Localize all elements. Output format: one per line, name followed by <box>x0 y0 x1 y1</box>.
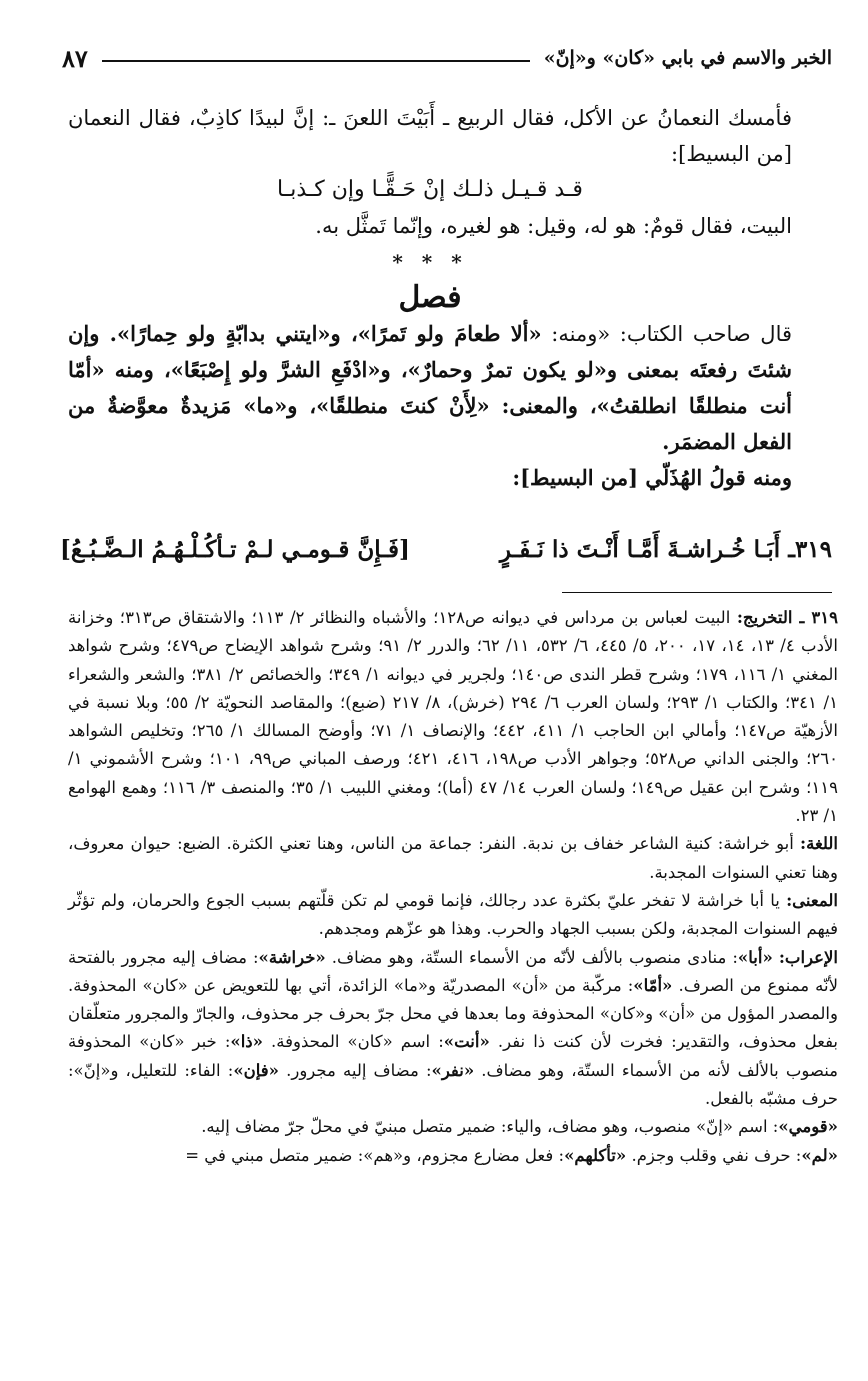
note-text: البيت لعباس بن مرداس في ديوانه ص١٢٨؛ والأشباه والنظائر ٢/ ١١٣؛ والاشتقاق ص٣١٣؛ وخزانة الأدب ٤/ ١٣، ١٤، ١٧، ٢٠٠، ٥/ ٤٤٥، ٦/ ٥٣٢، ١١/ ٦٢؛ والدرر ٢/ ٩١؛ وشرح شواهد الإيضاح ص٤٧٩؛ وشرح شواهد المغني ١/ ١١٦، ١٧٩؛ وشرح قطر الندى ص١٤٠؛ ولجرير في ديوانه ١/ ٣٤٩؛ والخصائص ٢/ ٣٨١؛ والشعر والشعراء ١/ ٣٤١؛ والكتاب ١/ ٢٩٣؛ ولسان العرب ٦/ ٢٩٤ (خرش)، ٨/ ٢١٧ (ضبع)؛ والمقاصد النحويّة ٢/ ٥٥؛ وبلا نسبة في الأزهيّة ص١٤٧؛ وأمالي ابن الحاجب ١/ ٤١١، ٤٤٢؛ والإنصاف ١/ ٧١؛ وأوضح المسالك ١/ ٢٦٥؛ وتخليص الشواهد ٢٦٠؛ والجنى الداني ص٥٢٨؛ وجواهر الأدب ص١٩٨، ٤١٦، ٤٢١؛ ورصف المباني ص٩٩، ١٠١؛ وشرح الأشموني ١/ ١١٩؛ وشرح ابن عقيل ص١٤٩؛ ولسان العرب ١٤/ ٤٧ (أما)؛ ومغني اللبيب ١/ ٣٥؛ والمنصف ٣/ ١١٦؛ وهمع الهوامع ١/ ٢٣. <box>68 608 839 826</box>
main-text <box>68 100 792 496</box>
section-title: فصل <box>398 280 462 315</box>
paragraph-4: ومنه قولُ الهُذَلّي [من البسيط]: <box>512 465 792 490</box>
irab-term: «تأكلهم» <box>564 1145 627 1165</box>
footnote-rule <box>562 592 832 593</box>
irab-text: : مركّبة من «أن» المصدريّة و«ما» الزائدة، أتي بها للتعويض عن «كان» المحذوفة. والمصدر المؤول من «أن» و«كان» المحذوفة وما بعدها في محل جرّ بحرف جر محذوف، والجارّ والمجرور متعلّقان بفعل محذوف، والتقدير: فخرت لأن كنت ذا نفر. <box>68 975 839 1052</box>
header-rule <box>102 60 530 62</box>
irab-text: : خبر «كان» المحذوفة منصوب بالألف لأنه من الأسماء الستّة، وهو مضاف. <box>68 1032 839 1080</box>
note-label: الإعراب: <box>778 947 838 967</box>
footnotes <box>68 604 838 1170</box>
running-title: الخبر والاسم في بابي «كان» و«إنّ» <box>543 47 832 69</box>
irab-term: «ذا» <box>230 1032 263 1052</box>
page-number: ٨٧ <box>62 43 88 73</box>
poem-verse <box>60 536 832 563</box>
irab-term: «أنت» <box>443 1032 490 1052</box>
note-irab-lam <box>68 1142 838 1170</box>
irab-term: «نفر» <box>431 1060 475 1080</box>
irab-term: «أمّا» <box>633 975 673 995</box>
irab-term: «خراشة» <box>258 947 326 967</box>
note-text: أبو خراشة: كنية الشاعر خفاف بن ندبة. النفر: جماعة من الناس، وهنا تعني الكثرة. الضبع: حيوان معروف، وهنا تعني السنوات المجدبة. <box>68 834 838 882</box>
paragraph-3 <box>68 316 792 460</box>
irab-text: : اسم «كان» المحذوفة. <box>262 1032 444 1052</box>
note-lugha <box>68 830 838 887</box>
running-header <box>62 38 832 78</box>
irab-text: : اسم «إنّ» منصوب، وهو مضاف، والياء: ضمير متصل مبنيّ في محلّ جرّ مضاف إليه. <box>201 1117 779 1137</box>
irab-term: «لم» <box>801 1145 838 1165</box>
irab-text: : مضاف إليه مجرور. <box>279 1060 432 1080</box>
note-text: يا أبا خراشة لا تفخر عليّ بكثرة عدد رجالك، فإنما قومي لم تكن قلّتهم بسبب الجوع والحرمان، ولم تؤثّر فيهم السنوات المجدبة، ولكن بسبب الجهاد والحرب. وهذا هو عزّهم ومجدهم. <box>68 890 838 939</box>
irab-text: : مضاف إليه مجرور بالفتحة لأنّه ممنوع من الصرف. <box>68 947 838 995</box>
section-separator: * * * <box>392 250 468 274</box>
note-irab-qawmi <box>68 1113 838 1141</box>
irab-text: : منادى منصوب بالألف لأنّه من الأسماء الستّة، وهو مضاف. <box>325 947 738 967</box>
note-label: اللغة: <box>800 834 838 854</box>
irab-text: : حرف نفي وقلب وجزم. <box>626 1145 802 1165</box>
irab-text: : الفاء: للتعليل، و«إنّ»: حرف مشبّه بالفعل. <box>68 1060 838 1109</box>
quote-intro: قال صاحب الكتاب: «ومنه: <box>541 322 792 346</box>
note-takhrij <box>68 604 838 830</box>
paragraph-2: البيت، فقال قومٌ: هو له، وقيل: هو لغيره، وإنّما تَمثَّل به. <box>315 214 792 238</box>
continuation-mark: = <box>185 1145 200 1165</box>
note-mana <box>68 887 838 944</box>
verse-second-hemistich: [فَـإِنَّ قـومـي لـمْ تـأكُـلْـهُـمُ الـضَّـبُـعُ] <box>60 536 410 563</box>
note-label: ٣١٩ ـ التخريج: <box>736 608 838 627</box>
quoted-text: «ألا طعامَ ولو تَمرًا»، و«ايتني بدابّةٍ ولو حِمارًا». وإن شئتَ رفعتَه بمعنى و«لو يكون تمرٌ وحمارٌ»، و«ادْفَعِ الشرَّ ولو إِصْبَعًا»، ومنه «أمّا أنت منطلقًا انطلقتُ»، والمعنى: «لِأَنْ كنتَ منطلقًا»، و«ما» مَزيدةٌ معوَّضةٌ من الفعل المضمَر. <box>68 321 792 454</box>
paragraph-1: فأمسك النعمانُ عن الأكل، فقال الربيع ـ أَبَيْتَ اللعنَ ـ: إنَّ لبيدًا كاذِبٌ، فقال النعمان [من البسيط]: <box>68 106 792 166</box>
irab-term: «فإن» <box>233 1060 279 1080</box>
verse-first-hemistich: ٣١٩ـ أَبَـا خُـراشـةَ أَمَّـا أَنْـتَ ذا نَـفَـرٍ <box>499 536 832 563</box>
quoted-verse: قـد قـيـل ذلـك إنْ حَـقًّـا وإن كـذبـا <box>277 177 583 202</box>
irab-term: «أبا» <box>737 947 773 967</box>
note-label: المعنى: <box>786 890 839 910</box>
note-irab <box>68 944 838 1114</box>
irab-text: : فعل مضارع مجزوم، و«هم»: ضمير متصل مبني في <box>204 1145 565 1165</box>
irab-term: «قومي» <box>778 1117 838 1137</box>
